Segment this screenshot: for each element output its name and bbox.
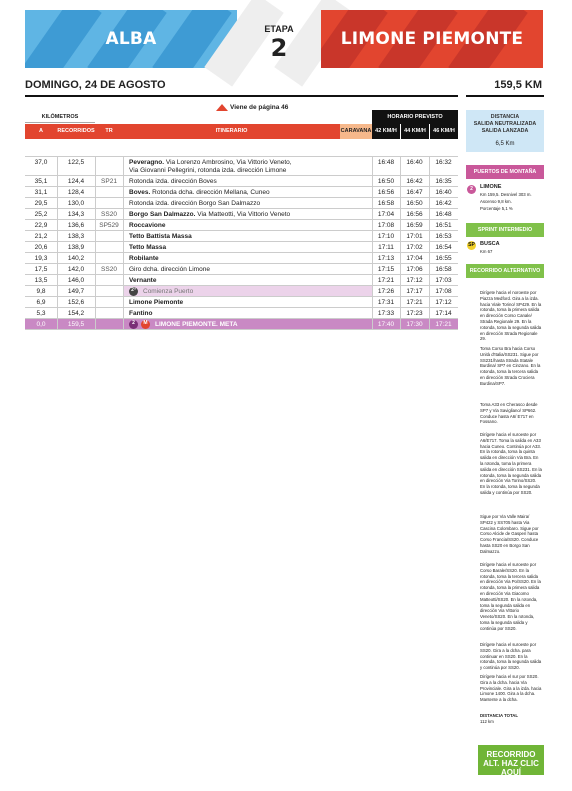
- mountain-category-icon: 2: [467, 185, 476, 194]
- table-row: [25, 253, 458, 264]
- divider: [25, 95, 458, 97]
- time-46: 17:03: [435, 277, 452, 284]
- km-covered: 124,4: [67, 178, 85, 185]
- cell-divider: [123, 198, 124, 208]
- alt-route-paragraph: Toma Corso Bra hacia Corso Unità d'Italia/SS231. Sigue por SS231/hasta Strada Statale Burdina/ SP7 en Cinzano. En la rotonda, toma la tercera salida en dirección Strada Crociera Burdina/SP7.: [480, 346, 541, 386]
- itinerary-text: [155, 321, 365, 329]
- puerto-name: LIMONE: [480, 184, 502, 190]
- itinerary-text: [129, 277, 339, 285]
- km-to-go: 9,8: [36, 288, 46, 295]
- km-to-go: 19,3: [34, 255, 48, 262]
- itinerary-text: [129, 189, 339, 197]
- cell-divider: [95, 187, 96, 197]
- place-name: Tetto Massa: [129, 244, 167, 251]
- km-to-go: 22,9: [34, 222, 48, 229]
- time-46: 16:58: [435, 266, 452, 273]
- cell-divider: [123, 209, 124, 219]
- time-46: 16:32: [435, 159, 452, 166]
- cell-divider: [123, 319, 124, 329]
- time-42: 17:31: [377, 299, 395, 306]
- alt-route-paragraph: Dirígete hacia el noroeste por Piazza Medford. Gira a la izda. hacia Viale Torino/ SP429. En la rotonda, toma la primera salida en dirección Corso Canale/ Strada Regionale 29. En la rotonda, toma la segunda salida en dirección Strada Regionale 29.: [480, 290, 542, 342]
- time-46: 16:53: [435, 233, 452, 240]
- table-row: [25, 176, 458, 187]
- km-covered: 152,6: [67, 299, 85, 306]
- etapa-number: 2: [270, 34, 288, 62]
- cell-divider: [95, 308, 96, 318]
- table-row: [25, 286, 458, 297]
- table-row: [25, 187, 458, 198]
- place-name: Limone Piemonte: [129, 299, 184, 306]
- itinerary-text: [129, 299, 339, 307]
- col-header-a-recorrer: A RECORRER: [25, 128, 57, 149]
- place-name: Boves.: [129, 189, 151, 196]
- road-code: SS20: [101, 266, 117, 273]
- place-name: Roccavione: [129, 222, 166, 229]
- km-to-go: 17,5: [34, 266, 48, 273]
- cell-divider: [123, 286, 124, 296]
- time-42: 17:26: [377, 288, 395, 295]
- time-42: 17:08: [377, 222, 395, 229]
- up-triangle-icon: [216, 104, 228, 111]
- time-46: 16:55: [435, 255, 452, 262]
- time-44: 17:30: [406, 321, 423, 328]
- km-covered: 149,7: [67, 288, 85, 295]
- cell-divider: [123, 264, 124, 274]
- cell-divider: [123, 176, 124, 186]
- cell-divider: [123, 242, 124, 252]
- km-label: KILÓMETROS: [41, 114, 79, 120]
- km-to-go: 31,1: [34, 189, 48, 196]
- puerto-detail: Porcentaje 5,1 %: [480, 206, 513, 211]
- place-name: Fantino: [129, 310, 153, 317]
- total-value: 112 km: [480, 719, 494, 724]
- time-42: 17:33: [377, 310, 395, 317]
- km-to-go: 37,0: [34, 159, 48, 166]
- time-46: 16:35: [435, 178, 452, 185]
- time-42: 17:15: [377, 266, 395, 273]
- directions: Rotonda izda. dirección Borgo San Dalmazzo: [129, 200, 261, 207]
- sprint-icon: SP: [468, 242, 475, 248]
- start-city: ALBA: [105, 29, 157, 49]
- time-42: 16:56: [377, 189, 395, 196]
- cell-divider: [123, 297, 124, 307]
- time-44: 16:42: [406, 178, 423, 185]
- time-46: 17:12: [435, 299, 452, 306]
- divider: [25, 122, 95, 123]
- table-row: [25, 156, 458, 176]
- directions: Rotonda izda. dirección Boves: [129, 178, 217, 185]
- time-46: 16:40: [435, 189, 452, 196]
- mountain-category-icon: 2: [129, 320, 138, 329]
- col-header-recorridos: RECORRIDOS: [57, 128, 95, 134]
- cell-divider: [95, 275, 96, 285]
- itinerary-text: [129, 211, 339, 219]
- road-code: SP21: [101, 178, 117, 185]
- place-name: Robilante: [129, 255, 159, 262]
- km-to-go: 6,9: [36, 299, 46, 306]
- itinerary-text: [129, 178, 339, 186]
- time-44: 16:59: [406, 222, 423, 229]
- header-left-banner: [25, 10, 237, 68]
- km-covered: 140,2: [67, 255, 85, 262]
- cell-divider: [95, 297, 96, 307]
- time-44: 17:12: [406, 277, 423, 284]
- divider: [466, 95, 544, 97]
- itinerary-text: [129, 200, 339, 208]
- alt-route-paragraph: Dirígete hacia el suroeste por Corso Barale/SS20. En la rotonda, toma la tercera salida en dirección Via Po/SS20. En la rotonda, toma la primera salida en dirección Via Giacomo Matteotti/SS20. En la rotonda, toma la segunda salida en dirección Via Vittorio Veneto/SS20. En la rotonda, toma la segunda salida y continúa por SS20.: [480, 562, 541, 631]
- cell-divider: [123, 253, 124, 263]
- table-row: [25, 297, 458, 308]
- km-covered: 154,2: [67, 310, 85, 317]
- cell-divider: [95, 286, 96, 296]
- road-code: SP529: [99, 222, 119, 229]
- sprint-km: Km 67: [480, 249, 493, 254]
- time-46: 17:08: [435, 288, 452, 295]
- stage-distance: 159,5 KM: [494, 79, 542, 91]
- time-44: 16:50: [406, 200, 423, 207]
- distancia-value: 6,5 Km: [495, 141, 515, 147]
- time-46: 17:14: [435, 310, 452, 317]
- km-covered: 122,5: [67, 159, 85, 166]
- alt-route-button[interactable]: RECORRIDO ALT. HAZ CLIC AQUÍ: [478, 745, 544, 775]
- place-name: LIMONE PIEMONTE. META: [155, 321, 238, 328]
- stage-date: DOMINGO, 24 DE AGOSTO: [25, 79, 166, 91]
- time-42: 17:13: [377, 255, 395, 262]
- directions: Via Matteotti, Via Vittorio Veneto: [195, 211, 291, 218]
- sprint-title: SPRINT INTERMEDIO: [477, 227, 533, 233]
- km-to-go: 0,0: [36, 321, 46, 328]
- km-covered: 146,0: [67, 277, 85, 284]
- directions: Giro dcha. dirección Limone: [129, 266, 210, 273]
- alt-route-paragraph: Sigue por Via Valle Maira/ SP422 y SS705 hasta Via Cascina Colombaro. Sigue por Corso Alcide de Gasperi hasta Corso Francia/SS20. Conduce hasta SS20 en Borgo San Dalmazzo.: [480, 514, 539, 554]
- directions: Comienza Puerto: [143, 288, 194, 295]
- distancia-line: DISTANCIA: [490, 114, 520, 120]
- km-to-go: 21,2: [34, 233, 48, 240]
- place-name: Vernante: [129, 277, 157, 284]
- time-44: 16:47: [406, 189, 423, 196]
- time-44: 17:01: [406, 233, 423, 240]
- time-42: 17:40: [377, 321, 395, 328]
- time-46: 16:51: [435, 222, 452, 229]
- cell-divider: [123, 220, 124, 230]
- alt-title: RECORRIDO ALTERNATIVO: [469, 268, 541, 274]
- itinerary-text: [129, 310, 339, 318]
- time-44: 17:21: [406, 299, 423, 306]
- cell-divider: [95, 157, 96, 175]
- col-header-tr: TR: [105, 128, 113, 134]
- time-42: 17:04: [377, 211, 395, 218]
- cell-divider: [123, 187, 124, 197]
- table-row: [25, 231, 458, 242]
- total-label: DISTANCIA TOTAL: [480, 713, 519, 718]
- time-44: 17:17: [406, 288, 423, 295]
- table-row: [25, 264, 458, 275]
- time-46: 17:21: [435, 321, 452, 328]
- alt-route-paragraph: Dirígete hacia el sur por SS20. Gira a la dcha. hacia Via Provinciale. Gira a la izda. hacia Limone 1400. Gira a la dcha. Mantente a la dcha.: [480, 674, 542, 703]
- alt-route-paragraph: Dirígete hacia el suroeste por SS20. Gira a la dcha. para continuar en SS20. En la rotonda, toma la segunda salida y continúa por SS20.: [480, 642, 542, 671]
- itinerary-text: [129, 233, 339, 241]
- sprint-name: BUSCA: [480, 241, 500, 247]
- puertos-title: PUERTOS DE MONTAÑA: [473, 169, 537, 175]
- place-name: Borgo San Dalmazzo.: [129, 211, 196, 218]
- header-right-banner: [321, 10, 543, 68]
- col-header-42: 42 KM/H: [372, 124, 400, 139]
- cell-divider: [95, 231, 96, 241]
- directions: Via Giovanni Pellegrini, rotonda izda. dirección Limone: [129, 167, 287, 175]
- km-covered: 130,0: [67, 200, 85, 207]
- itinerary-text: [129, 255, 339, 263]
- distancia-line: SALIDA NEUTRALIZADA: [473, 121, 537, 127]
- directions: Rotonda dcha. dirección Mellana, Cuneo: [150, 189, 270, 196]
- km-covered: 159,5: [67, 321, 85, 328]
- time-42: 16:58: [377, 200, 395, 207]
- km-covered: 134,3: [67, 211, 85, 218]
- km-to-go: 29,5: [34, 200, 48, 207]
- cell-divider: [95, 319, 96, 329]
- finish-city: LIMONE PIEMONTE: [340, 29, 524, 49]
- table-row: [25, 198, 458, 209]
- time-42: 17:10: [377, 233, 395, 240]
- place-name: Peveragno.: [129, 159, 165, 166]
- finish-icon: M: [141, 320, 150, 329]
- km-covered: 138,3: [67, 233, 85, 240]
- itinerary-text: [129, 159, 339, 175]
- puerto-detail: Km 159,5. Desnivel 303 m.: [480, 192, 532, 197]
- km-to-go: 20,6: [34, 244, 48, 251]
- col-header-caravana: CARAVANA: [340, 124, 372, 139]
- cell-divider: [95, 253, 96, 263]
- km-to-go: 25,2: [34, 211, 48, 218]
- cell-divider: [123, 157, 124, 175]
- table-row: [25, 220, 458, 231]
- time-44: 16:56: [406, 211, 423, 218]
- horario-label: HORARIO PREVISTO: [372, 110, 458, 124]
- itinerary-text: [129, 266, 339, 274]
- km-covered: 142,0: [67, 266, 85, 273]
- time-44: 17:23: [406, 310, 423, 317]
- etapa-label: ETAPA: [264, 24, 294, 34]
- time-44: 17:04: [406, 255, 423, 262]
- table-row: [25, 275, 458, 286]
- cell-divider: [95, 198, 96, 208]
- etapa-box: [237, 10, 321, 68]
- time-46: 16:54: [435, 244, 452, 251]
- cell-divider: [95, 242, 96, 252]
- cell-divider: [123, 275, 124, 285]
- km-to-go: 5,3: [36, 310, 46, 317]
- alt-route-paragraph: Toma A33 en Cherasco desde SP7 y Via Savigliano/ SP662. Conduce hasta A6/ E717 en Fossano.: [480, 402, 538, 425]
- km-covered: 136,6: [67, 222, 85, 229]
- table-row: [25, 308, 458, 319]
- km-to-go: 13,5: [34, 277, 48, 284]
- cell-divider: [123, 231, 124, 241]
- mountain-category-icon: 2ª: [129, 287, 138, 296]
- itinerary-text: [129, 222, 339, 230]
- time-42: 17:11: [378, 244, 394, 251]
- col-header-44: 44 KM/H: [401, 124, 429, 139]
- puerto-detail: Ascenso 9,8 km.: [480, 199, 512, 204]
- itinerary-text: [143, 288, 353, 296]
- previous-page-link[interactable]: Viene de página 46: [230, 104, 289, 111]
- road-code: SS20: [101, 211, 117, 218]
- km-covered: 138,9: [67, 244, 85, 251]
- time-46: 16:42: [435, 200, 452, 207]
- km-to-go: 35,1: [34, 178, 48, 185]
- itinerary-text: [129, 244, 339, 252]
- alt-route-paragraph: Dirígete hacia el suroeste por A6/E717. Toma la salida en A33 hacia Cuneo. Continúa por A33. En la rotonda, toma la quinta salida en dirección Via Bra. En la rotonda, toma la primera salida en dirección SS231. En la rotonda, toma la segunda salida en dirección Via Torino/SS20. En la rotonda, toma la segunda salida y continúa por SS20.: [480, 432, 542, 495]
- time-42: 17:21: [377, 277, 395, 284]
- distancia-line: SALIDA LANZADA: [481, 128, 529, 134]
- place-name: Tetto Battista Massa: [129, 233, 192, 240]
- time-46: 16:48: [435, 211, 452, 218]
- table-row: [25, 242, 458, 253]
- table-row: [25, 209, 458, 220]
- time-42: 16:48: [377, 159, 395, 166]
- time-44: 17:02: [406, 244, 423, 251]
- time-44: 17:06: [406, 266, 423, 273]
- col-header-itinerario: ITINERARIO: [215, 128, 248, 134]
- time-44: 16:40: [406, 159, 423, 166]
- time-42: 16:50: [377, 178, 395, 185]
- col-header-46: 46 KM/H: [430, 124, 458, 139]
- cell-divider: [123, 308, 124, 318]
- directions: Via Lorenzo Ambrosino, Via Vittorio Veneto,: [164, 159, 292, 166]
- km-covered: 128,4: [67, 189, 85, 196]
- table-row: [25, 319, 458, 330]
